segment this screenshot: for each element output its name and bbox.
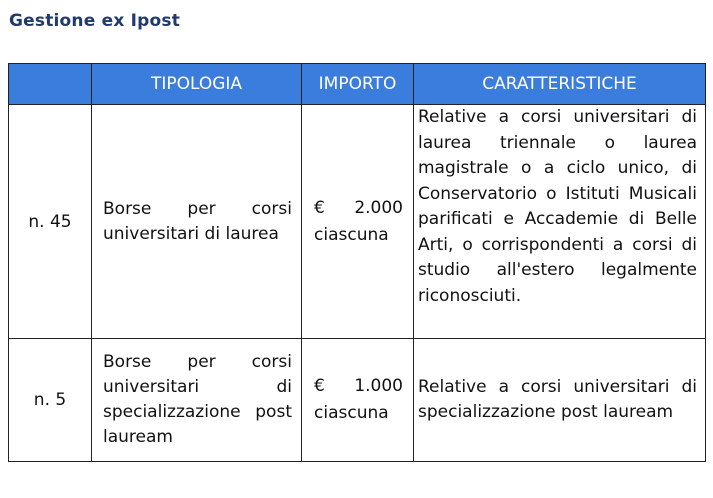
row-count: n. 5 [9, 339, 92, 462]
row-importo-text: € 1.000 ciascuna [314, 376, 403, 423]
row-tipologia [92, 105, 302, 339]
header-caratteristiche: CARATTERISTICHE [414, 64, 706, 105]
row-caratteristiche [414, 105, 706, 339]
row-caratteristiche-text: Relative a corsi universitari di laurea triennale o laurea magistrale o a ciclo unico, di Conservatorio o Istituti Musicali parificati e Accademie di Belle Arti, o corrispondenti a corsi di studio all'estero legalmente riconosciuti. [418, 107, 697, 306]
row-tipologia-text: Borse per corsi universitari di specializzazione post lauream [103, 352, 292, 447]
row-count: n. 45 [9, 105, 92, 339]
section-title: Gestione ex Ipost [9, 11, 181, 31]
row-tipologia-text: Borse per corsi universitari di laurea [103, 198, 292, 244]
header-importo: IMPORTO [302, 64, 414, 105]
table-header-row [9, 64, 706, 105]
row-importo [302, 105, 414, 339]
row-importo-text: € 2.000 ciascuna [314, 197, 403, 245]
header-tipologia: TIPOLOGIA [92, 64, 302, 105]
row-tipologia [92, 339, 302, 462]
header-count [9, 64, 92, 105]
row-caratteristiche-text: Relative a corsi universitari di specializzazione post lauream [418, 377, 697, 422]
table-row [9, 339, 706, 462]
row-importo [302, 339, 414, 462]
row-caratteristiche [414, 339, 706, 462]
table-row [9, 105, 706, 339]
scholarship-table [8, 63, 706, 462]
